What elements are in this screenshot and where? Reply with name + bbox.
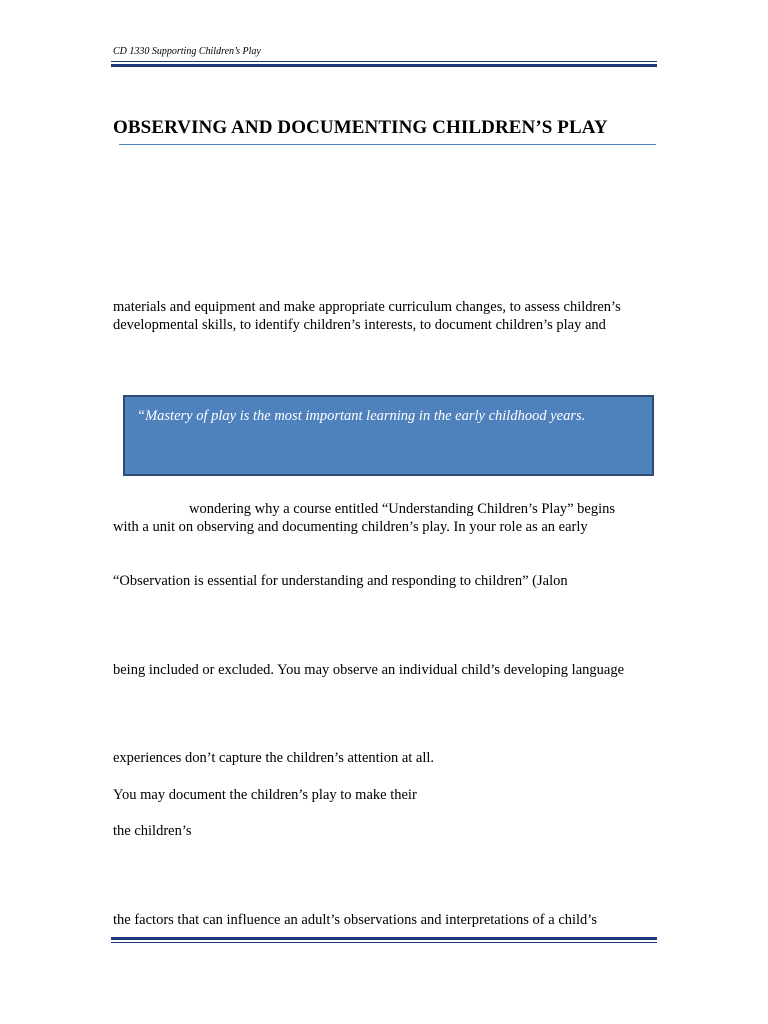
pull-quote-box <box>123 395 654 476</box>
running-header: CD 1330 Supporting Children’s Play <box>113 46 261 57</box>
body-line-7: experiences don’t capture the children’s attention at all. <box>113 750 435 766</box>
body-line-2: developmental skills, to identify children’s interests, to document children’s play and <box>113 317 606 333</box>
body-line-5: “Observation is essential for understanding and responding to children” (Jalon <box>113 573 568 589</box>
body-line-4: with a unit on observing and documenting children’s play. In your role as an early <box>113 519 588 535</box>
body-line-3: wondering why a course entitled “Understanding Children’s Play” begins <box>189 501 616 517</box>
body-line-6: being included or excluded. You may observe an individual child’s developing language <box>113 662 625 678</box>
header-rule-thick <box>111 64 657 67</box>
footer-rule-thick <box>111 937 657 940</box>
header-rule-thin <box>111 61 657 62</box>
footer-rule-thin <box>111 942 657 943</box>
body-line-9: the children’s <box>113 823 192 839</box>
document-title: OBSERVING AND DOCUMENTING CHILDREN’S PLAY <box>113 117 608 138</box>
pull-quote-text: “Mastery of play is the most important learning in the early childhood years. <box>137 408 586 424</box>
body-line-8: You may document the children’s play to make their <box>113 787 417 803</box>
body-line-1: materials and equipment and make appropriate curriculum changes, to assess children’s <box>113 299 621 315</box>
title-underline <box>119 144 656 145</box>
body-line-10: the factors that can influence an adult’s observations and interpretations of a child’s <box>113 912 597 928</box>
